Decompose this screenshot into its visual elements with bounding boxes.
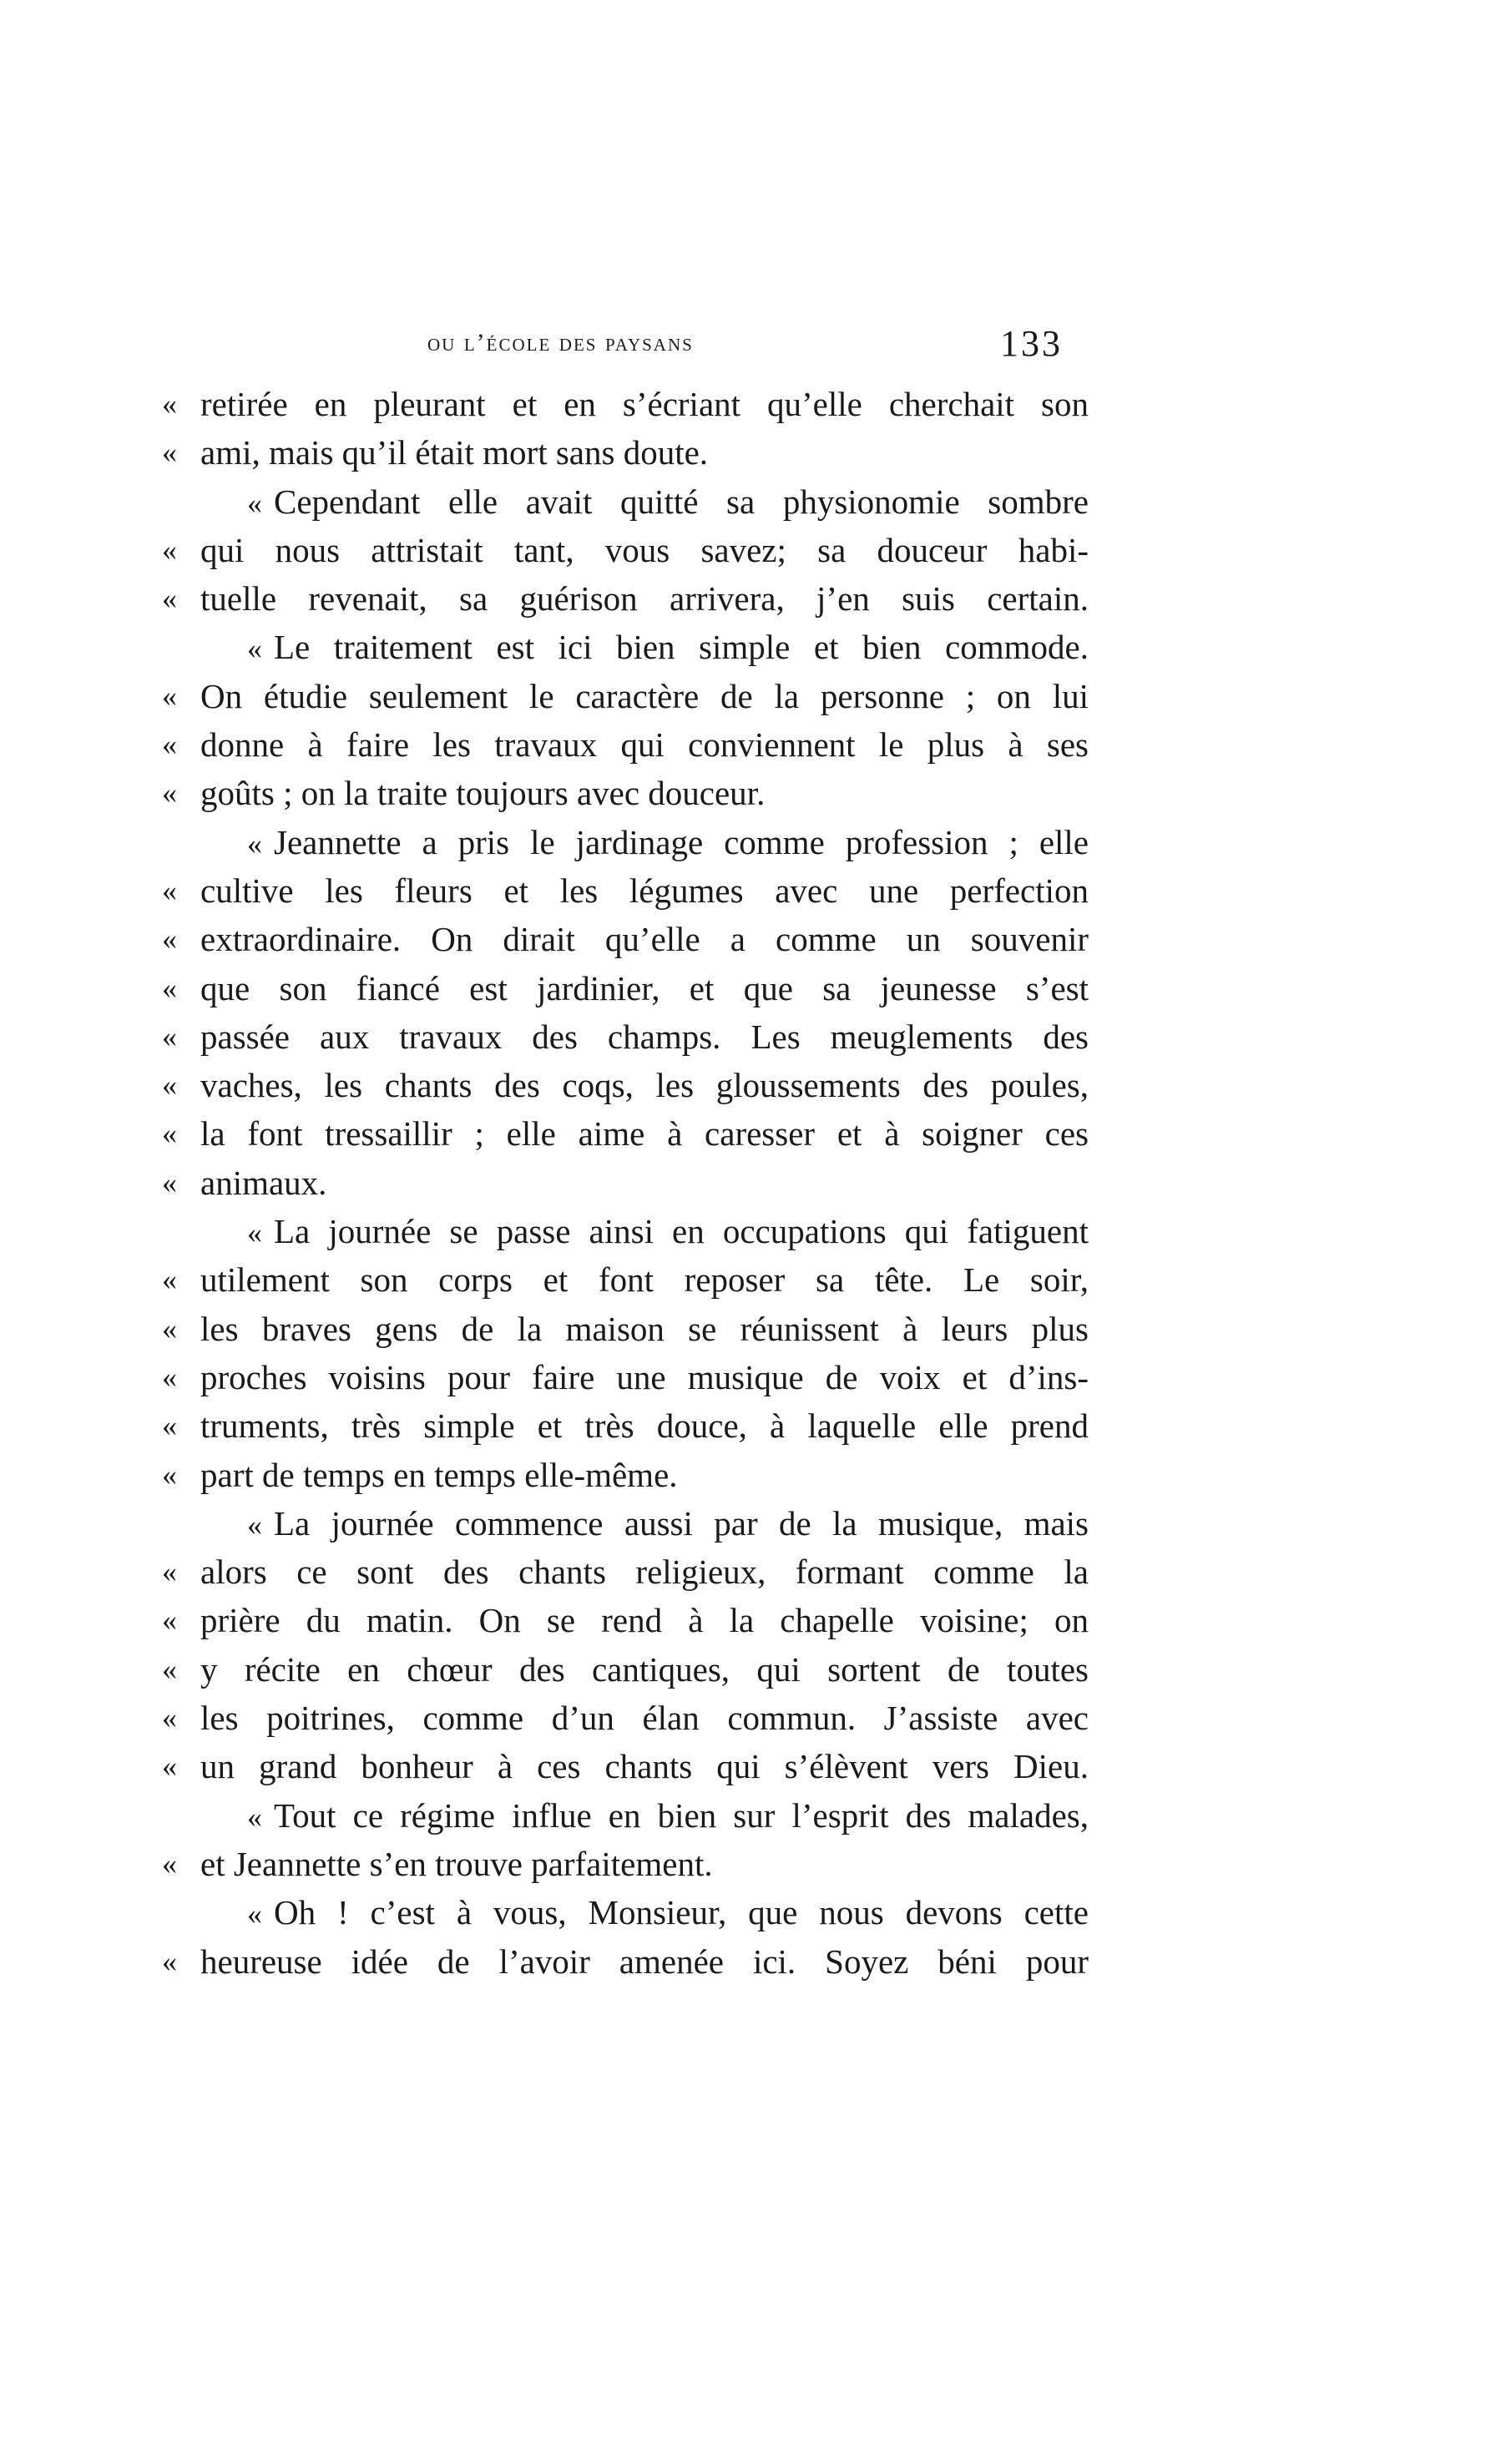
line-text	[200, 1255, 1089, 1304]
paragraph-open-quote: «	[247, 1800, 262, 1834]
line-content: Le traitement est ici bien simple et bien commode.	[274, 628, 1089, 667]
line-content: Cependant elle avait quitté sa physionomie sombre	[274, 482, 1089, 521]
body-text	[162, 380, 1089, 1986]
text-line	[162, 964, 1089, 1012]
line-text	[200, 1109, 1089, 1158]
line-content: un grand bonheur à ces chants qui s’élèvent vers Dieu.	[200, 1747, 1089, 1786]
line-text	[200, 1548, 1089, 1596]
continuation-quote-mark: «	[162, 728, 177, 762]
line-text	[247, 1207, 1089, 1257]
text-line	[162, 1937, 1089, 1986]
paragraph-open-quote: «	[247, 1507, 262, 1542]
text-line	[162, 1742, 1089, 1790]
continuation-quote-mark: «	[162, 971, 177, 1005]
continuation-quote-mark: «	[162, 1457, 177, 1492]
text-line	[162, 380, 1089, 428]
continuation-quote-mark: «	[162, 873, 177, 907]
line-content: qui nous attristait tant, vous savez; sa douceur habi-	[200, 530, 1089, 569]
paragraph-open-quote: «	[247, 632, 262, 666]
continuation-quote-mark: «	[162, 1409, 177, 1443]
paragraph-open-quote: «	[247, 826, 262, 861]
text-line	[162, 526, 1089, 574]
text-line	[162, 623, 1089, 671]
line-content: et Jeannette s’en trouve parfaitement.	[200, 1844, 713, 1883]
line-text	[200, 720, 1089, 769]
line-text	[200, 866, 1089, 915]
text-line	[162, 1061, 1089, 1109]
line-text	[200, 1596, 1089, 1644]
line-content: Oh ! c’est à vous, Monsieur, que nous devons cette	[274, 1893, 1089, 1932]
line-content: Jeannette a pris le jardinage comme profession ; elle	[274, 822, 1089, 861]
line-content: cultive les fleurs et les légumes avec une perfection	[200, 871, 1089, 910]
line-text	[200, 526, 1089, 574]
continuation-quote-mark: «	[162, 922, 177, 957]
text-line	[162, 1159, 1089, 1207]
continuation-quote-mark: «	[162, 1750, 177, 1784]
line-content: utilement son corps et font reposer sa tête. Le soir,	[200, 1260, 1089, 1300]
line-text	[200, 380, 1089, 428]
line-content: Tout ce régime influe en bien sur l’esprit des malades,	[274, 1795, 1089, 1835]
text-line	[162, 672, 1089, 720]
line-text	[247, 818, 1089, 868]
line-content: la font tressaillir ; elle aime à caresser et à soigner ces	[200, 1114, 1089, 1154]
continuation-quote-mark: «	[162, 1846, 177, 1881]
continuation-quote-mark: «	[162, 1311, 177, 1346]
line-text	[200, 1451, 1089, 1499]
continuation-quote-mark: «	[162, 1360, 177, 1394]
line-text	[200, 1305, 1089, 1353]
text-line	[162, 1305, 1089, 1353]
text-line	[162, 1694, 1089, 1742]
line-text	[200, 769, 1089, 817]
page-number: 133	[1000, 323, 1063, 364]
line-text	[200, 915, 1089, 963]
line-content: goûts ; on la traite toujours avec douceur.	[200, 774, 766, 813]
text-line	[162, 1791, 1089, 1840]
line-text	[200, 1061, 1089, 1109]
line-content: extraordinaire. On dirait qu’elle a comme un souvenir	[200, 920, 1089, 959]
continuation-quote-mark: «	[162, 533, 177, 567]
text-line	[162, 477, 1089, 526]
text-line	[162, 1548, 1089, 1596]
line-text	[247, 1888, 1089, 1938]
line-text	[247, 1499, 1089, 1549]
paragraph-open-quote: «	[247, 1216, 262, 1250]
line-content: les braves gens de la maison se réunissent à leurs plus	[200, 1309, 1089, 1348]
line-text	[247, 477, 1089, 528]
line-content: ami, mais qu’il était mort sans doute.	[200, 433, 709, 472]
continuation-quote-mark: «	[162, 776, 177, 810]
continuation-quote-mark: «	[162, 1263, 177, 1297]
text-line	[162, 1840, 1089, 1888]
line-content: On étudie seulement le caractère de la personne ; on lui	[200, 676, 1089, 715]
continuation-quote-mark: «	[162, 436, 177, 470]
line-content: que son fiancé est jardinier, et que sa jeunesse s’est	[200, 968, 1089, 1007]
text-line	[162, 428, 1089, 477]
text-line	[162, 1499, 1089, 1548]
line-content: prière du matin. On se rend à la chapelle voisine; on	[200, 1601, 1089, 1640]
text-line	[162, 769, 1089, 817]
text-line	[162, 720, 1089, 769]
text-line	[162, 866, 1089, 915]
line-content: proches voisins pour faire une musique de voix et d’ins-	[200, 1357, 1089, 1396]
continuation-quote-mark: «	[162, 1603, 177, 1638]
line-content: truments, très simple et très douce, à laquelle elle prend	[200, 1406, 1089, 1446]
continuation-quote-mark: «	[162, 1555, 177, 1589]
text-line	[162, 1645, 1089, 1694]
continuation-quote-mark: «	[162, 679, 177, 713]
line-text	[200, 1742, 1089, 1790]
text-line	[162, 1888, 1089, 1936]
paragraph-open-quote: «	[247, 486, 262, 520]
line-content: La journée se passe ainsi en occupations qui fatiguent	[274, 1212, 1089, 1251]
text-line	[162, 1596, 1089, 1644]
line-content: retirée en pleurant et en s’écriant qu’elle cherchait son	[200, 385, 1089, 423]
line-text	[200, 1840, 1089, 1888]
line-text	[200, 964, 1089, 1012]
line-text	[200, 1353, 1089, 1401]
paragraph-open-quote: «	[247, 1897, 262, 1931]
continuation-quote-mark: «	[162, 1117, 177, 1151]
text-line	[162, 915, 1089, 963]
line-content: les poitrines, comme d’un élan commun. J’assiste avec	[200, 1699, 1089, 1738]
text-line	[162, 1255, 1089, 1304]
continuation-quote-mark: «	[162, 1944, 177, 1978]
continuation-quote-mark: «	[162, 1068, 177, 1103]
line-content: La journée commence aussi par de la musique, mais	[274, 1503, 1089, 1543]
running-title: ou l’école des paysans	[427, 329, 694, 356]
line-text	[200, 1645, 1089, 1694]
text-line	[162, 1401, 1089, 1450]
line-content: y récite en chœur des cantiques, qui sortent de toutes	[200, 1649, 1089, 1689]
text-line	[162, 1109, 1089, 1158]
line-text	[200, 1159, 1089, 1207]
line-text	[200, 1401, 1089, 1450]
line-content: vaches, les chants des coqs, les gloussements des poules,	[200, 1066, 1089, 1105]
line-content: donne à faire les travaux qui conviennent le plus à ses	[200, 725, 1089, 765]
line-text	[200, 1937, 1089, 1986]
continuation-quote-mark: «	[162, 387, 177, 421]
line-content: part de temps en temps elle-même.	[200, 1455, 678, 1494]
line-content: alors ce sont des chants religieux, formant comme la	[200, 1553, 1089, 1592]
continuation-quote-mark: «	[162, 1701, 177, 1735]
text-line	[162, 574, 1089, 623]
running-head	[0, 322, 1496, 372]
line-text	[200, 672, 1089, 720]
continuation-quote-mark: «	[162, 582, 177, 616]
text-line	[162, 1207, 1089, 1255]
line-content: animaux.	[200, 1163, 327, 1202]
text-line	[162, 818, 1089, 866]
line-text	[200, 574, 1089, 623]
line-content: tuelle revenait, sa guérison arrivera, j’en suis certain.	[200, 579, 1089, 619]
continuation-quote-mark: «	[162, 1019, 177, 1053]
continuation-quote-mark: «	[162, 1652, 177, 1686]
line-content: heureuse idée de l’avoir amenée ici. Soyez béni pour	[200, 1941, 1089, 1981]
line-text	[200, 1012, 1089, 1061]
line-text	[200, 428, 1089, 477]
continuation-quote-mark: «	[162, 1165, 177, 1199]
text-line	[162, 1353, 1089, 1401]
line-text	[247, 623, 1089, 673]
line-text	[247, 1791, 1089, 1841]
text-line	[162, 1451, 1089, 1499]
line-text	[200, 1694, 1089, 1742]
line-content: passée aux travaux des champs. Les meuglements des	[200, 1017, 1089, 1056]
text-line	[162, 1012, 1089, 1061]
